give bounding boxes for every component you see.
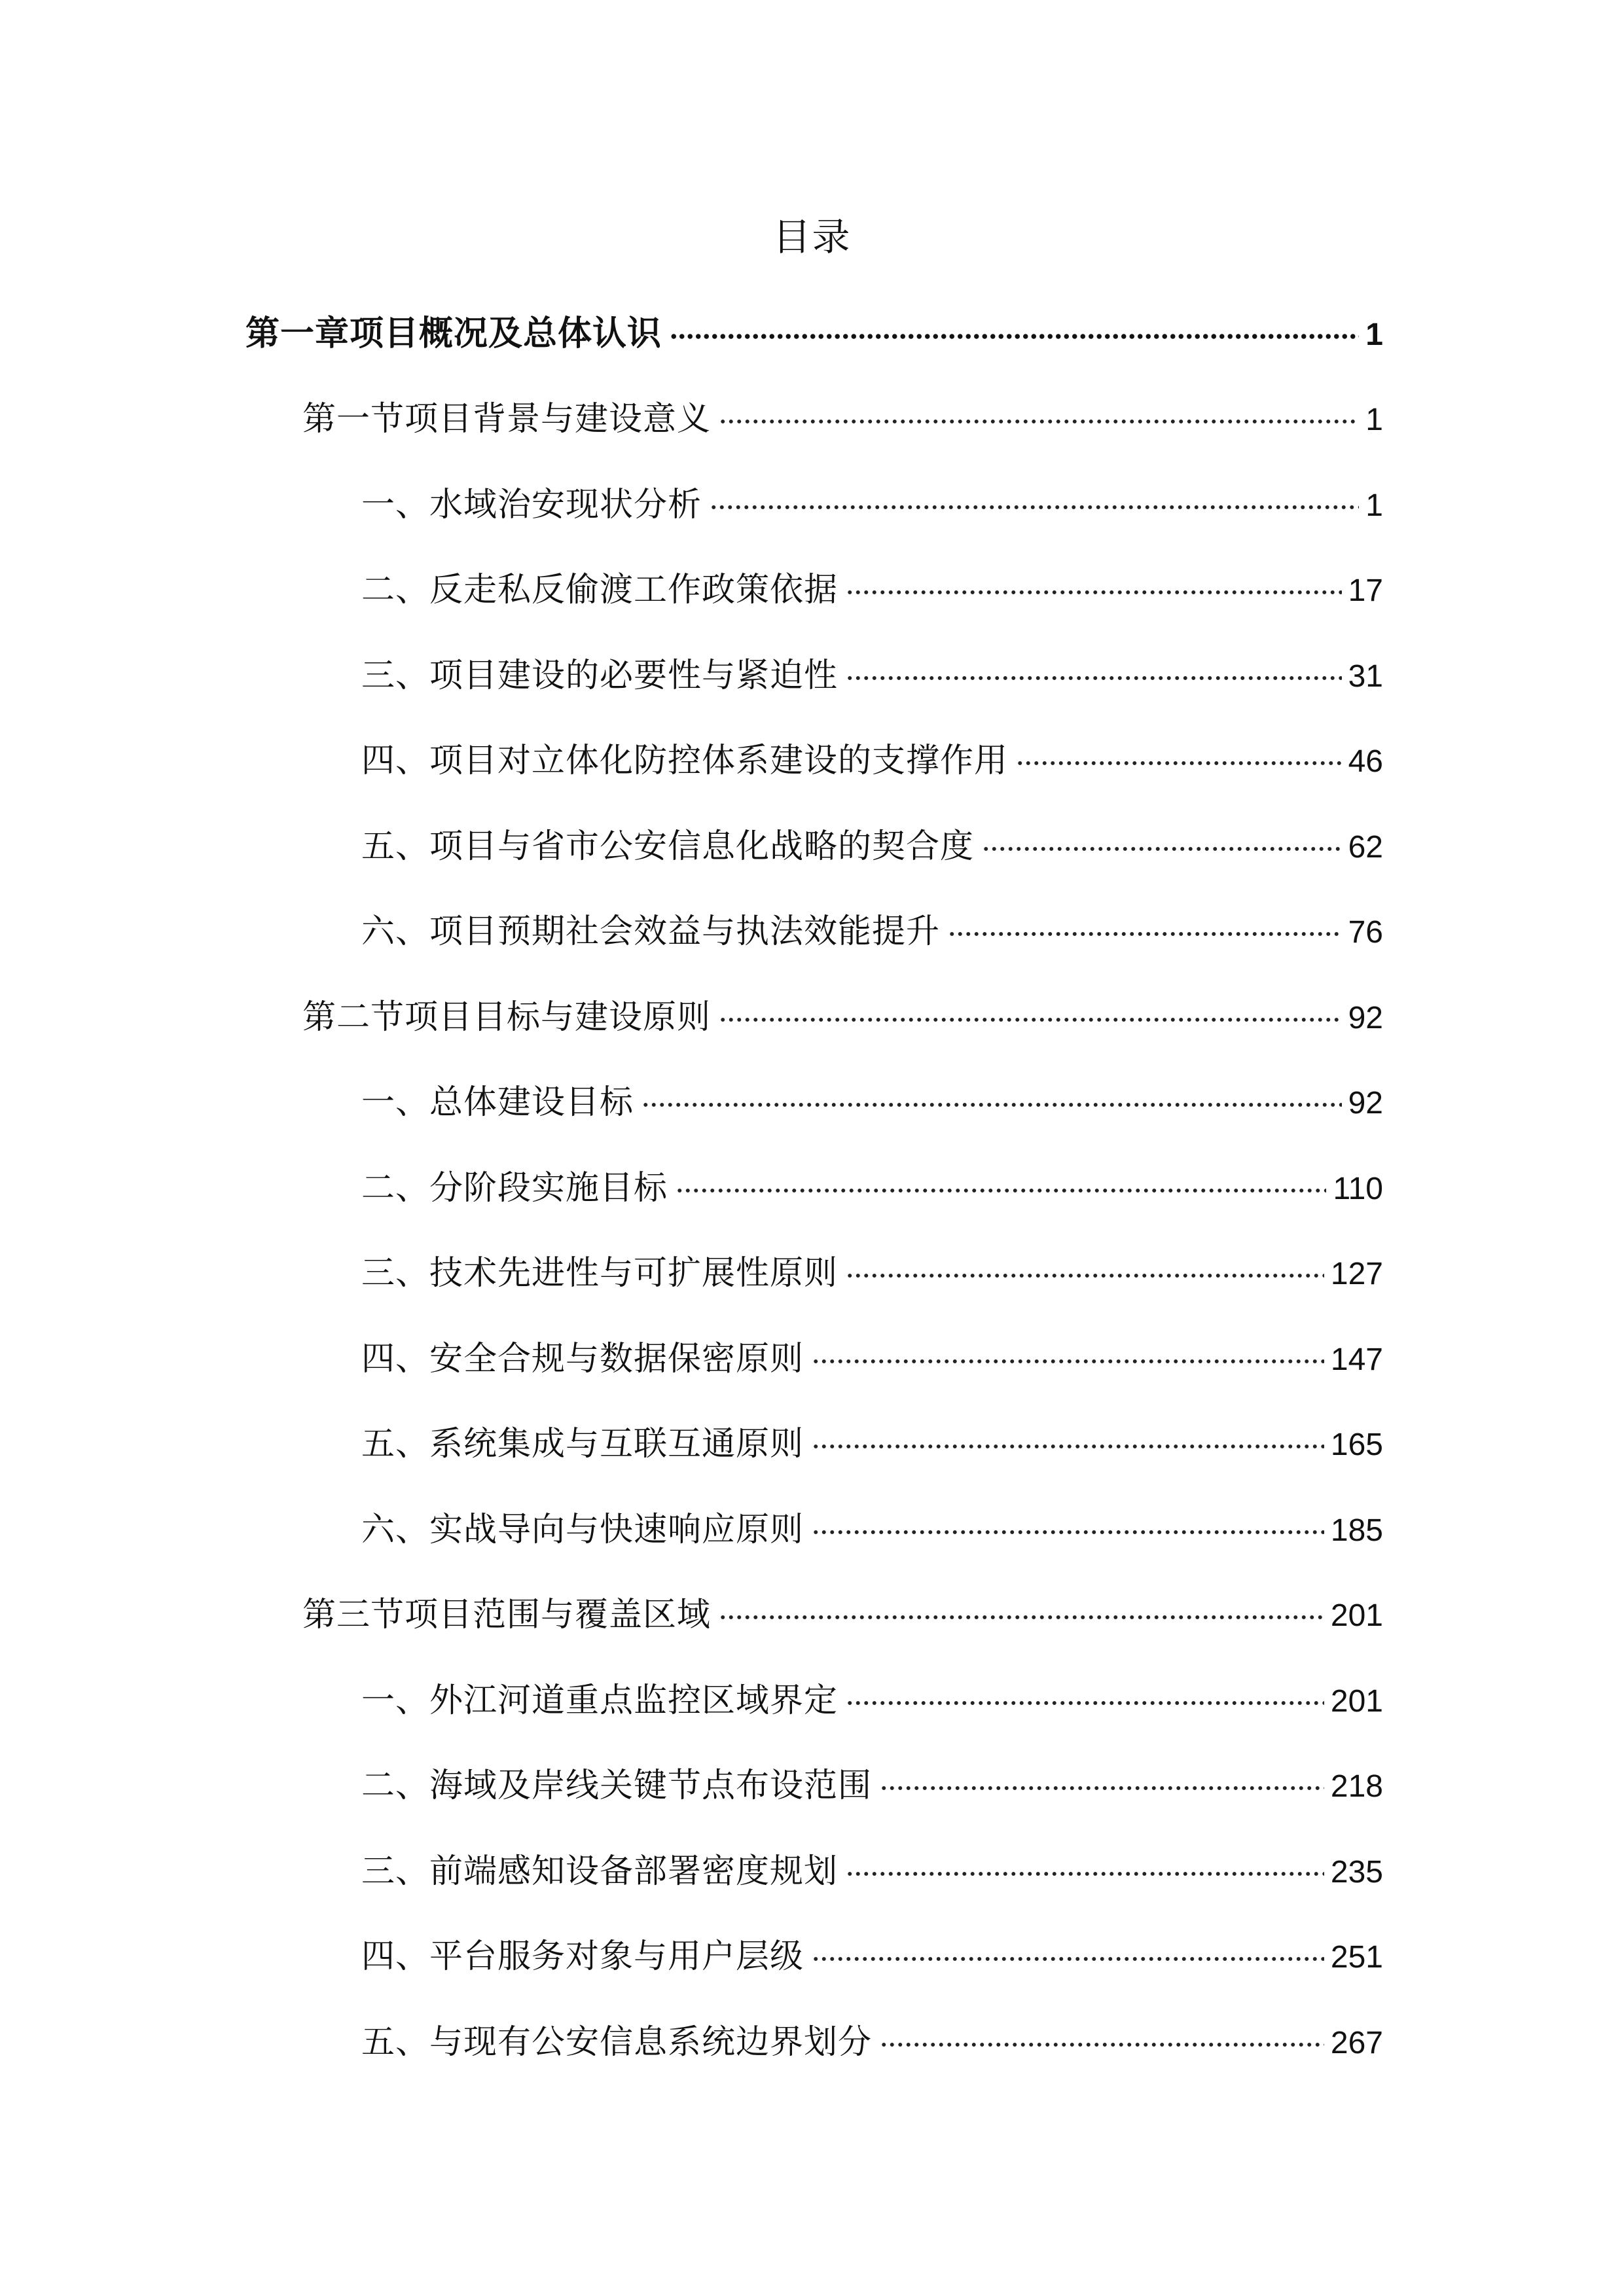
toc-entry-label: 一、总体建设目标 xyxy=(361,1083,634,1122)
dot-leader xyxy=(846,1698,1324,1708)
toc-entry-row xyxy=(302,397,1383,443)
toc-entry-label: 第一章项目概况及总体认识 xyxy=(245,314,662,354)
toc-entry-page-number: 251 xyxy=(1330,1940,1383,1975)
toc-entry-row xyxy=(361,909,1383,956)
toc-entry-row xyxy=(361,824,1383,870)
toc-entry-label: 四、安全合规与数据保密原则 xyxy=(361,1339,804,1378)
toc-subsection-entry[interactable] xyxy=(0,719,1624,805)
toc-subsection-entry[interactable] xyxy=(0,1232,1624,1318)
toc-entry-label: 一、水域治安现状分析 xyxy=(361,485,702,524)
toc-subsection-entry[interactable] xyxy=(0,890,1624,976)
dot-leader xyxy=(719,1613,1324,1622)
toc-chapter-entry[interactable] xyxy=(0,292,1624,378)
toc-subsection-entry[interactable] xyxy=(0,1488,1624,1573)
toc-list xyxy=(0,292,1624,2086)
toc-entry-row xyxy=(302,1592,1383,1639)
dot-leader xyxy=(812,1357,1324,1366)
toc-entry-label: 二、反走私反偷渡工作政策依据 xyxy=(361,571,839,610)
toc-entry-row xyxy=(361,1251,1383,1297)
toc-subsection-entry[interactable] xyxy=(0,634,1624,719)
toc-entry-row xyxy=(245,311,1383,358)
dot-leader xyxy=(812,1954,1324,1964)
toc-entry-page-number: 92 xyxy=(1348,1000,1383,1035)
toc-subsection-entry[interactable] xyxy=(0,548,1624,634)
toc-subsection-entry[interactable] xyxy=(0,2000,1624,2086)
dot-leader xyxy=(982,844,1342,853)
dot-leader xyxy=(676,1186,1326,1195)
toc-section-entry[interactable] xyxy=(0,975,1624,1061)
toc-entry-row xyxy=(361,1422,1383,1468)
dot-leader xyxy=(719,417,1359,426)
toc-subsection-entry[interactable] xyxy=(0,1146,1624,1232)
toc-entry-page-number: 147 xyxy=(1330,1342,1383,1377)
dot-leader xyxy=(641,1100,1342,1109)
toc-entry-row xyxy=(361,1507,1383,1554)
toc-entry-page-number: 201 xyxy=(1330,1683,1383,1719)
toc-subsection-entry[interactable] xyxy=(0,804,1624,890)
toc-entry-page-number: 1 xyxy=(1365,488,1383,523)
toc-entry-row xyxy=(361,1763,1383,1810)
toc-entry-page-number: 127 xyxy=(1330,1257,1383,1292)
dot-leader xyxy=(880,2040,1324,2049)
toc-entry-row xyxy=(361,2020,1383,2066)
toc-entry-page-number: 92 xyxy=(1348,1086,1383,1121)
toc-entry-label: 第一节项目背景与建设意义 xyxy=(302,400,712,439)
dot-leader xyxy=(846,1869,1324,1878)
toc-subsection-entry[interactable] xyxy=(0,1317,1624,1403)
toc-entry-page-number: 267 xyxy=(1330,2025,1383,2060)
toc-entry-page-number: 201 xyxy=(1330,1598,1383,1634)
toc-entry-row xyxy=(361,738,1383,785)
toc-entry-label: 第三节项目范围与覆盖区域 xyxy=(302,1596,712,1635)
toc-section-entry[interactable] xyxy=(0,378,1624,463)
toc-entry-row xyxy=(361,1849,1383,1895)
dot-leader xyxy=(670,332,1359,341)
toc-subsection-entry[interactable] xyxy=(0,1403,1624,1488)
toc-entry-row xyxy=(361,1678,1383,1725)
toc-entry-page-number: 235 xyxy=(1330,1854,1383,1890)
toc-entry-page-number: 165 xyxy=(1330,1427,1383,1463)
dot-leader xyxy=(710,503,1359,512)
toc-entry-page-number: 185 xyxy=(1330,1513,1383,1548)
toc-subsection-entry[interactable] xyxy=(0,1744,1624,1830)
toc-subsection-entry[interactable] xyxy=(0,1659,1624,1744)
toc-subsection-entry[interactable] xyxy=(0,463,1624,548)
toc-entry-label: 三、前端感知设备部署密度规划 xyxy=(361,1852,839,1891)
toc-entry-label: 六、实战导向与快速响应原则 xyxy=(361,1510,804,1549)
dot-leader xyxy=(812,1442,1324,1451)
toc-entry-page-number: 218 xyxy=(1330,1769,1383,1804)
toc-entry-row xyxy=(361,567,1383,614)
toc-entry-label: 三、技术先进性与可扩展性原则 xyxy=(361,1254,839,1293)
toc-entry-page-number: 110 xyxy=(1333,1171,1383,1206)
toc-entry-row xyxy=(361,1934,1383,1981)
toc-entry-row xyxy=(302,995,1383,1041)
toc-subsection-entry[interactable] xyxy=(0,1829,1624,1915)
dot-leader xyxy=(719,1015,1342,1024)
toc-entry-label: 五、系统集成与互联互通原则 xyxy=(361,1425,804,1464)
toc-entry-page-number: 31 xyxy=(1348,658,1383,694)
dot-leader xyxy=(948,929,1342,939)
toc-subsection-entry[interactable] xyxy=(0,1915,1624,2001)
toc-title: 目录 xyxy=(772,215,852,259)
toc-entry-label: 第二节项目目标与建设原则 xyxy=(302,997,712,1037)
dot-leader xyxy=(846,673,1342,683)
toc-entry-page-number: 1 xyxy=(1365,403,1383,438)
toc-entry-row xyxy=(361,653,1383,700)
toc-entry-label: 六、项目预期社会效益与执法效能提升 xyxy=(361,912,941,952)
dot-leader xyxy=(1016,759,1342,768)
toc-entry-page-number: 1 xyxy=(1365,317,1383,353)
toc-entry-row xyxy=(361,1166,1383,1212)
toc-entry-page-number: 46 xyxy=(1348,744,1383,780)
toc-entry-label: 一、外江河道重点监控区域界定 xyxy=(361,1681,839,1720)
toc-entry-page-number: 76 xyxy=(1348,915,1383,950)
toc-section-entry[interactable] xyxy=(0,1573,1624,1659)
toc-subsection-entry[interactable] xyxy=(0,1061,1624,1147)
dot-leader xyxy=(846,1271,1324,1280)
toc-entry-row xyxy=(361,1336,1383,1383)
toc-entry-page-number: 62 xyxy=(1348,829,1383,865)
toc-entry-label: 三、项目建设的必要性与紧迫性 xyxy=(361,656,839,695)
dot-leader xyxy=(812,1528,1324,1537)
toc-entry-label: 四、平台服务对象与用户层级 xyxy=(361,1937,804,1977)
toc-entry-label: 四、项目对立体化防控体系建设的支撑作用 xyxy=(361,742,1009,781)
dot-leader xyxy=(880,1784,1324,1793)
toc-entry-page-number: 17 xyxy=(1348,573,1383,609)
toc-entry-label: 二、海域及岸线关键节点布设范围 xyxy=(361,1767,873,1806)
toc-entry-row xyxy=(361,1080,1383,1126)
dot-leader xyxy=(846,588,1342,597)
toc-entry-row xyxy=(361,482,1383,529)
toc-entry-label: 五、与现有公安信息系统边界划分 xyxy=(361,2022,873,2062)
toc-entry-label: 二、分阶段实施目标 xyxy=(361,1168,668,1208)
toc-entry-label: 五、项目与省市公安信息化战略的契合度 xyxy=(361,827,975,866)
